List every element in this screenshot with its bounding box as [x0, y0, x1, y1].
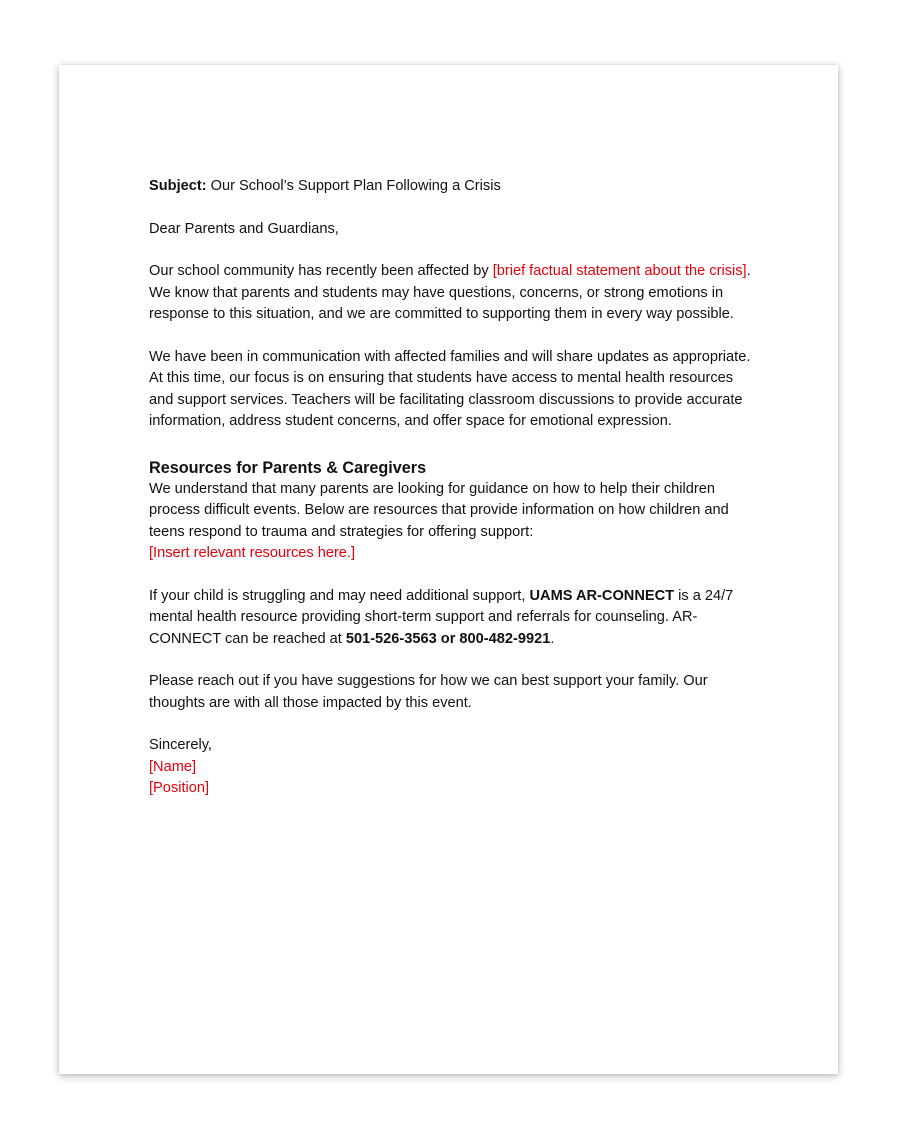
name-placeholder: [Name] [149, 758, 197, 775]
document-page [59, 65, 838, 1074]
paragraph-crisis-statement [149, 261, 759, 326]
ar-connect-lead: If your child is struggling and may need additional support, [149, 587, 530, 604]
resources-placeholder: [Insert relevant resources here.] [149, 545, 356, 561]
subject-text: Our School’s Support Plan Following a Crisis [206, 178, 501, 194]
paragraph-communication: We have been in communication with affected families and will share updates as appropriate. At this time, our focus is on ensuring that students have access to mental health resources and support services. Teachers will be facilitating classroom discussions to provide accurate information, address student concerns, and offer space for emotional expression. [149, 348, 751, 429]
letter-body [149, 176, 759, 800]
paragraph-crisis-lead: Our school community has recently been affected by [149, 263, 493, 279]
ar-connect-phone-numbers: 501-526-3563 or 800-482-9921 [345, 630, 551, 647]
ar-connect-tail: . [550, 630, 555, 647]
paragraph-crisis-tail: . We know that parents and students may have questions, concerns, or strong emotions in response to this situation, and we are committed to supporting them in every way possible. [149, 263, 751, 322]
paragraph-ar-connect [149, 586, 759, 651]
position-placeholder: [Position] [149, 780, 210, 796]
closing: Sincerely, [149, 737, 212, 753]
salutation: Dear Parents and Guardians, [149, 220, 339, 237]
subject-line [149, 176, 759, 198]
ar-connect-mid: is a 24/7 mental health resource providing short-term support and referrals for counseling. AR-CONNECT can be reached at [149, 587, 734, 647]
ar-connect-org-name: UAMS AR-CONNECT [529, 587, 675, 604]
resources-heading: Resources for Parents & Caregivers [149, 458, 427, 477]
crisis-statement-placeholder: [brief factual statement about the crisis] [492, 263, 747, 279]
subject-label: Subject: [149, 178, 207, 194]
paragraph-reach-out: Please reach out if you have suggestions for how we can best support your family. Our thoughts are with all those impacted by this event. [149, 673, 708, 711]
resources-body: We understand that many parents are looking for guidance on how to help their children process difficult events. Below are resources that provide information on how children and teens respond to trauma and strategies for offering support: [149, 480, 729, 540]
